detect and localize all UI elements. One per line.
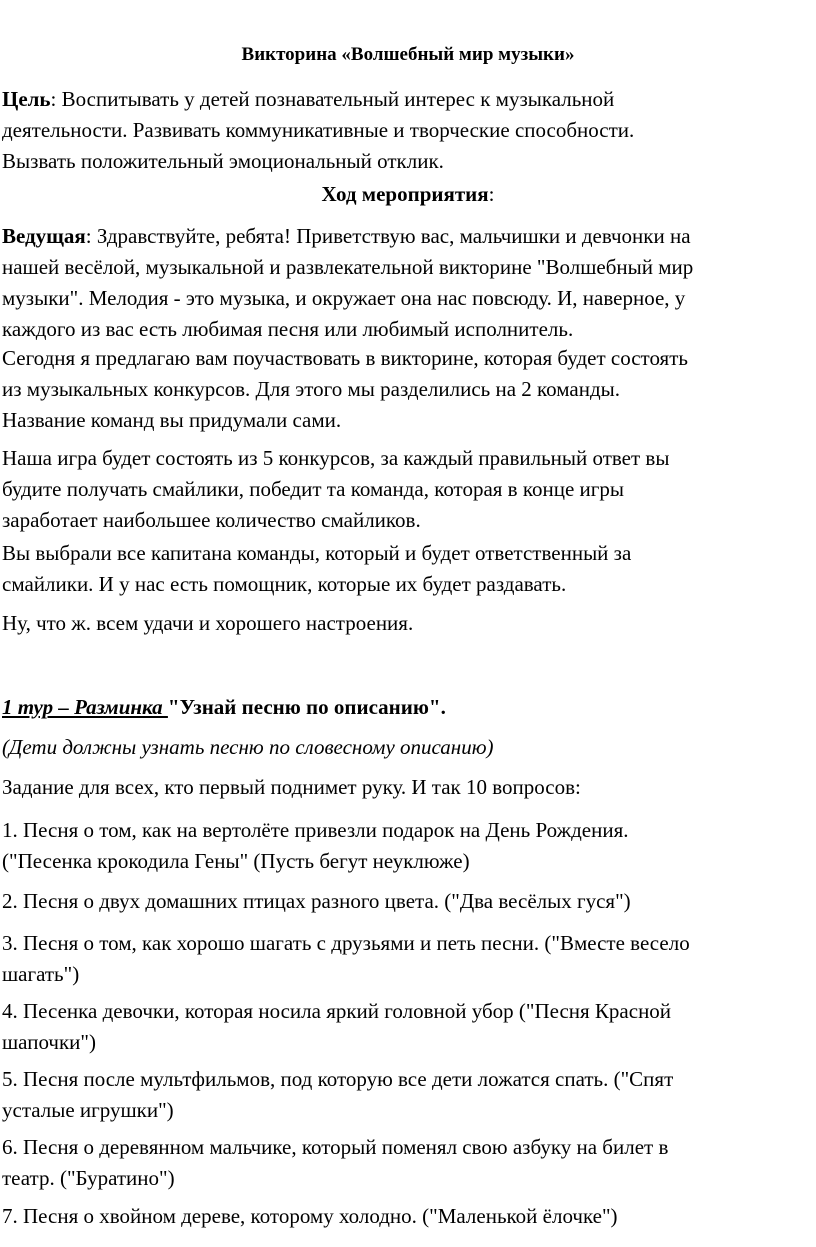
intro-paragraph-5: Ну, что ж. всем удачи и хорошего настроения. xyxy=(2,611,414,635)
tour-1-heading xyxy=(2,692,814,723)
tour-1-note: (Дети должны узнать песню по словесному описанию) xyxy=(2,735,494,759)
question-4: 4. Песенка девочки, которая носила яркий головной убор ("Песня Красной шапочки") xyxy=(2,999,672,1054)
course-heading: Ход мероприятия: xyxy=(321,182,495,206)
question-7: 7. Песня о хвойном дереве, которому холодно. ("Маленькой ёлочке") xyxy=(2,1204,618,1228)
question-6: 6. Песня о деревянном мальчике, который поменял свою азбуку на билет в театр. ("Буратино") xyxy=(2,1135,669,1190)
goal-paragraph: Цель: Воспитывать у детей познавательный интерес к музыкальной деятельности. Развивать коммуникативные и творческие способности. Вызвать положительный эмоциональный отклик. xyxy=(2,87,635,173)
intro-paragraph-2: Сегодня я предлагаю вам поучаствовать в викторине, которая будет состоять из музыкальных конкурсов. Для этого мы разделились на 2 команды. Название команд вы придумали сами. xyxy=(2,346,688,432)
intro-paragraph-4: Вы выбрали все капитана команды, который и будет ответственный за смайлики. И у нас есть помощник, которые их будет раздавать. xyxy=(2,541,632,596)
goal-label: Цель xyxy=(2,87,51,111)
question-5: 5. Песня после мультфильмов, под которую все дети ложатся спать. ("Спят усталые игрушки") xyxy=(2,1067,674,1122)
host-label: Ведущая xyxy=(2,224,86,248)
task-paragraph: Задание для всех, кто первый поднимет руку. И так 10 вопросов: xyxy=(2,775,581,799)
document-title: Викторина «Волшебный мир музыки» xyxy=(241,44,575,65)
tour-1-title: "Узнай песню по описанию". xyxy=(167,695,446,719)
question-1: 1. Песня о том, как на вертолёте привезли подарок на День Рождения. ("Песенка крокодила Гены" (Пусть бегут неуклюже) xyxy=(2,818,629,873)
host-paragraph: Ведущая: Здравствуйте, ребята! Приветствую вас, мальчишки и девчонки на нашей весёлой, музыкальной и развлекательной викторине "Волшебный мир музыки". Мелодия - это музыка, и окружает она нас повсюду. И, наверное, у каждого из вас есть любимая песня или любимый исполнитель. xyxy=(2,224,694,341)
tour-1-label: 1 тур – Разминка xyxy=(2,695,168,719)
question-2: 2. Песня о двух домашних птицах разного цвета. ("Два весёлых гуся") xyxy=(2,889,631,913)
question-3: 3. Песня о том, как хорошо шагать с друзьями и петь песни. ("Вместе весело шагать") xyxy=(2,931,690,986)
intro-paragraph-3: Наша игра будет состоять из 5 конкурсов, за каждый правильный ответ вы будите получать смайлики, победит та команда, которая в конце игры заработает наибольшее количество смайликов. xyxy=(2,446,670,532)
